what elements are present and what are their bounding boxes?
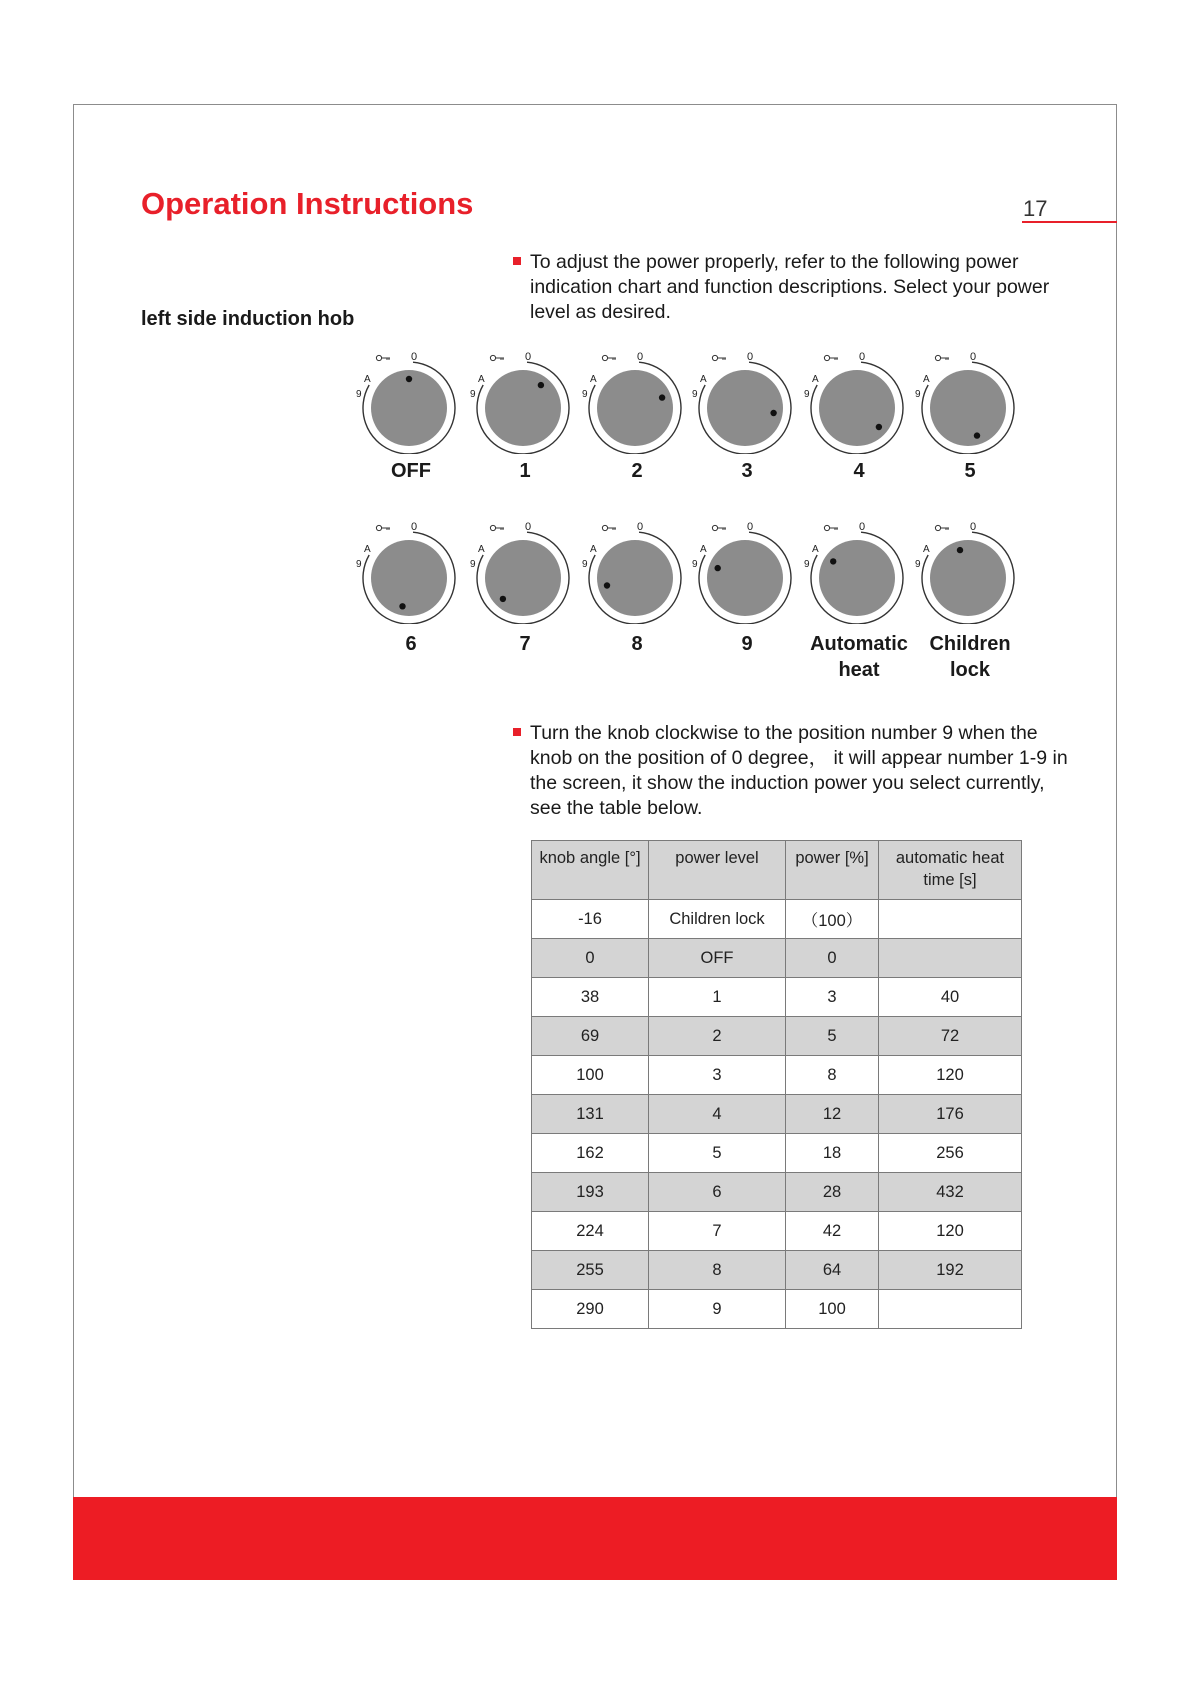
knob-dial — [691, 350, 803, 454]
knob-indicator-dot — [538, 382, 544, 388]
dial-nine-label: 9 — [804, 559, 810, 570]
table-row: 0 OFF 0 — [532, 939, 1022, 978]
knob-item — [469, 350, 581, 482]
dial-nine-label: 9 — [915, 389, 921, 400]
dial-auto-label: A — [590, 374, 597, 385]
dial-nine-label: 9 — [470, 389, 476, 400]
bullet-square-icon — [513, 728, 521, 736]
table-row: 131 4 12 176 — [532, 1095, 1022, 1134]
key-icon — [824, 355, 838, 360]
table-row: 69 2 5 72 — [532, 1017, 1022, 1056]
table-row: 100 3 8 120 — [532, 1056, 1022, 1095]
knob-label: 5 — [964, 460, 976, 482]
knob-item — [581, 520, 693, 655]
dial-zero-label: 0 — [525, 351, 532, 363]
knob-body — [485, 540, 561, 616]
table-row: -16 Children lock （100） — [532, 900, 1022, 939]
header-power-level: power level — [649, 841, 786, 900]
table-row: 162 5 18 256 — [532, 1134, 1022, 1173]
page-number: 17 — [1023, 196, 1048, 221]
dial-nine-label: 9 — [692, 559, 698, 570]
dial-nine-label: 9 — [470, 559, 476, 570]
knob-item — [691, 520, 803, 655]
knob-label: 9 — [741, 633, 753, 655]
knob-label: Children lock — [929, 633, 1011, 681]
knob-item — [581, 350, 693, 482]
dial-zero-label: 0 — [970, 521, 977, 533]
dial-nine-label: 9 — [356, 559, 362, 570]
key-icon — [602, 525, 616, 530]
table-row: 290 9 100 — [532, 1290, 1022, 1329]
knob-indicator-dot — [974, 432, 980, 438]
key-icon — [712, 525, 726, 530]
table-row: 193 6 28 432 — [532, 1173, 1022, 1212]
dial-zero-label: 0 — [637, 521, 644, 533]
knob-label: 8 — [631, 633, 643, 655]
knob-diagram-grid — [355, 350, 1025, 700]
knob-body — [930, 370, 1006, 446]
knob-item — [691, 350, 803, 482]
knob-item — [803, 520, 915, 681]
knob-indicator-dot — [770, 410, 776, 416]
dial-nine-label: 9 — [915, 559, 921, 570]
knob-indicator-dot — [406, 376, 412, 382]
key-icon — [376, 525, 390, 530]
key-icon — [935, 355, 949, 360]
knob-label: 6 — [405, 633, 417, 655]
knob-label: 3 — [741, 460, 753, 482]
key-icon — [824, 525, 838, 530]
knob-item — [914, 520, 1026, 681]
key-icon — [602, 355, 616, 360]
dial-zero-label: 0 — [859, 521, 866, 533]
dial-nine-label: 9 — [804, 389, 810, 400]
dial-nine-label: 9 — [582, 559, 588, 570]
key-icon — [490, 525, 504, 530]
bullet-square-icon — [513, 257, 521, 265]
dial-auto-label: A — [923, 544, 930, 555]
knob-indicator-dot — [604, 582, 610, 588]
knob-body — [597, 540, 673, 616]
table-row: 38 1 3 40 — [532, 978, 1022, 1017]
header-power-percent: power [%] — [786, 841, 879, 900]
knob-dial — [355, 350, 467, 454]
knob-dial — [355, 520, 467, 624]
table-row: 255 8 64 192 — [532, 1251, 1022, 1290]
dial-zero-label: 0 — [859, 351, 866, 363]
dial-auto-label: A — [478, 374, 485, 385]
bullet-text: To adjust the power properly, refer to the following power indication chart and function descriptions. Select your power level as desired. — [530, 251, 1050, 323]
knob-label: 7 — [519, 633, 531, 655]
dial-auto-label: A — [923, 374, 930, 385]
knob-dial — [581, 350, 693, 454]
knob-dial — [803, 520, 915, 624]
knob-dial — [914, 350, 1026, 454]
bullet-knob-instructions — [513, 721, 1073, 821]
table-header-row — [532, 841, 1022, 900]
knob-body — [819, 540, 895, 616]
knob-indicator-dot — [500, 596, 506, 602]
knob-item — [355, 520, 467, 655]
knob-dial — [803, 350, 915, 454]
dial-auto-label: A — [364, 374, 371, 385]
knob-label: Automatic heat — [810, 633, 908, 681]
dial-zero-label: 0 — [525, 521, 532, 533]
dial-zero-label: 0 — [747, 521, 754, 533]
knob-dial — [469, 520, 581, 624]
dial-zero-label: 0 — [970, 351, 977, 363]
dial-nine-label: 9 — [692, 389, 698, 400]
header-auto-heat-time: automatic heat time [s] — [879, 841, 1022, 900]
dial-zero-label: 0 — [637, 351, 644, 363]
dial-auto-label: A — [700, 374, 707, 385]
knob-dial — [469, 350, 581, 454]
knob-item — [469, 520, 581, 655]
dial-auto-label: A — [812, 544, 819, 555]
knob-item — [914, 350, 1026, 482]
page-number-rule — [1022, 221, 1117, 223]
table-row: 224 7 42 120 — [532, 1212, 1022, 1251]
knob-indicator-dot — [957, 547, 963, 553]
dial-auto-label: A — [700, 544, 707, 555]
knob-dial — [691, 520, 803, 624]
knob-indicator-dot — [715, 565, 721, 571]
header-knob-angle: knob angle [°] — [532, 841, 649, 900]
footer-band — [73, 1497, 1117, 1580]
knob-indicator-dot — [876, 424, 882, 430]
key-icon — [376, 355, 390, 360]
key-icon — [935, 525, 949, 530]
knob-body — [597, 370, 673, 446]
page-title: Operation Instructions — [141, 186, 474, 221]
knob-body — [819, 370, 895, 446]
knob-label: OFF — [391, 460, 431, 482]
dial-nine-label: 9 — [356, 389, 362, 400]
knob-label: 4 — [853, 460, 865, 482]
knob-body — [485, 370, 561, 446]
dial-zero-label: 0 — [411, 351, 418, 363]
bullet-text: Turn the knob clockwise to the position number 9 when the knob on the position of 0 degree， it will appear number 1-9 in the screen, it show the induction power you select currently, see the table below. — [530, 722, 1068, 819]
dial-auto-label: A — [590, 544, 597, 555]
knob-indicator-dot — [659, 394, 665, 400]
knob-body — [371, 540, 447, 616]
knob-body — [707, 540, 783, 616]
dial-nine-label: 9 — [582, 389, 588, 400]
dial-zero-label: 0 — [411, 521, 418, 533]
bullet-power-instructions — [513, 250, 1073, 325]
knob-body — [707, 370, 783, 446]
dial-zero-label: 0 — [747, 351, 754, 363]
knob-dial — [914, 520, 1026, 624]
knob-indicator-dot — [399, 603, 405, 609]
dial-auto-label: A — [812, 374, 819, 385]
knob-indicator-dot — [830, 558, 836, 564]
knob-item — [803, 350, 915, 482]
key-icon — [712, 355, 726, 360]
section-subtitle: left side induction hob — [141, 308, 355, 330]
knob-label: 2 — [631, 460, 643, 482]
knob-label: 1 — [519, 460, 531, 482]
dial-auto-label: A — [364, 544, 371, 555]
dial-auto-label: A — [478, 544, 485, 555]
knob-dial — [581, 520, 693, 624]
key-icon — [490, 355, 504, 360]
power-table — [531, 840, 1022, 1329]
knob-body — [930, 540, 1006, 616]
knob-item — [355, 350, 467, 482]
